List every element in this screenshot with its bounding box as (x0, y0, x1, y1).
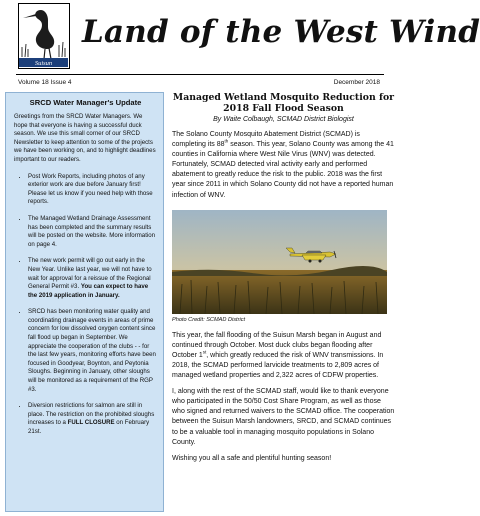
article-paragraph: I, along with the rest of the SCMAD staff, would like to thank everyone who participated in the 50/50 Cost Share Program, as well as those who signed and returned waivers to the SCMAD office. The cooperation between the Suisun Marsh landowners, SRCD, and SCMAD continues to be a valuable tool in managing mosquito populations in Solano County. (172, 388, 395, 446)
issue-bar (16, 74, 384, 89)
bullet-bold-text: FULL CLOSURE (67, 419, 115, 427)
issue-date: December 2018 (333, 79, 380, 86)
bullet-text: Post Work Reports, including photos of any exterior work are due before January first! Please let us know if you need help with those reports. (28, 172, 153, 206)
article-closing: Wishing you all a safe and plentiful hunting season! (172, 454, 332, 462)
bullet-bold-text: You can expect to have the 2019 application in January. (28, 283, 149, 299)
sidebar-bullet (28, 257, 157, 300)
logo-wordmark: Suisun (34, 60, 53, 67)
sidebar-bullet (28, 308, 157, 394)
sidebar-bullet-list (14, 173, 157, 437)
article-byline: By Waite Colbaugh, SCMAD District Biologist (213, 116, 354, 123)
bullet-text-after: on February 21st. (28, 419, 150, 435)
bullet-text: The Managed Wetland Drainage Assessment has been completed and the summary results will be posted on the website. More information on page 4. (28, 214, 156, 248)
masthead (0, 0, 480, 72)
sidebar-bullet (28, 215, 157, 249)
crop-duster-photo (172, 210, 387, 314)
article-paragraph: This year, the fall flooding of the Suisun Marsh began in August and continued through October. Most duck clubs began flooding after October 1st, which greatly reduced the risk of WNV transmissions. In 2018, the SCMAD performed larvicide treatments to 2,809 acres of managed wetland properties and 2,322 acres of CDFW properties. (172, 331, 384, 380)
article-paragraph: The Solano County Mosquito Abatement District (SCMAD) is completing its 88th season. This year, Solano County was among the 41 counties in California where West Nile Virus (WNV) was detected. Fortunately, SCMAD detected viral activity early and performed abatement to greatly reduce the risk to the public. 2018 was the first year since 2011 in which Solano County did not have a reported human infection of WNV. (172, 131, 394, 199)
bullet-text: Diversion restrictions for salmon are still in place. The restriction on the prohibited sloughs increases to a (28, 402, 155, 427)
sidebar-heading: SRCD Water Manager's Update (29, 98, 142, 107)
issue-volume: Volume 18 Issue 4 (18, 79, 72, 86)
heron-logo-icon (18, 3, 70, 69)
bullet-text: The new work permit will go out early in the New Year. Unlike last year, we will not have to wait for approval for a reissue of the Regional General Permit #3. (28, 257, 152, 291)
sidebar-intro: Greetings from the SRCD Water Managers. We hope that everyone is having a successful duck season. We use this small corner of our SRCD Newsletter to keep attention to some of the projects we have been working on, and to highlight deadlines important to our readers. (14, 113, 156, 163)
bullet-text: SRCD has been monitoring water quality and coordinating drainage events in areas of prime concern for low dissolved oxygen content since fall flood up began in September. We appreciate the cooperation of the clubs - - for the last few years, monitoring efforts have been focused in Goodyear, Boynton, and Peytonia Sloughs. Beginning in January, other sloughs will be monitored as a requirement of the RGP #3. (28, 308, 156, 393)
photo-caption: Photo Credit: SCMAD District (172, 316, 246, 323)
article-headline: Managed Wetland Mosquito Reduction for 2018 Fall Flood Season (172, 92, 395, 114)
sidebar-bullet (28, 402, 157, 436)
main-article (172, 92, 395, 464)
newsletter-title: Land of the West Wind (82, 14, 480, 50)
sidebar-bullet (28, 173, 157, 207)
water-manager-sidebar (5, 92, 164, 512)
